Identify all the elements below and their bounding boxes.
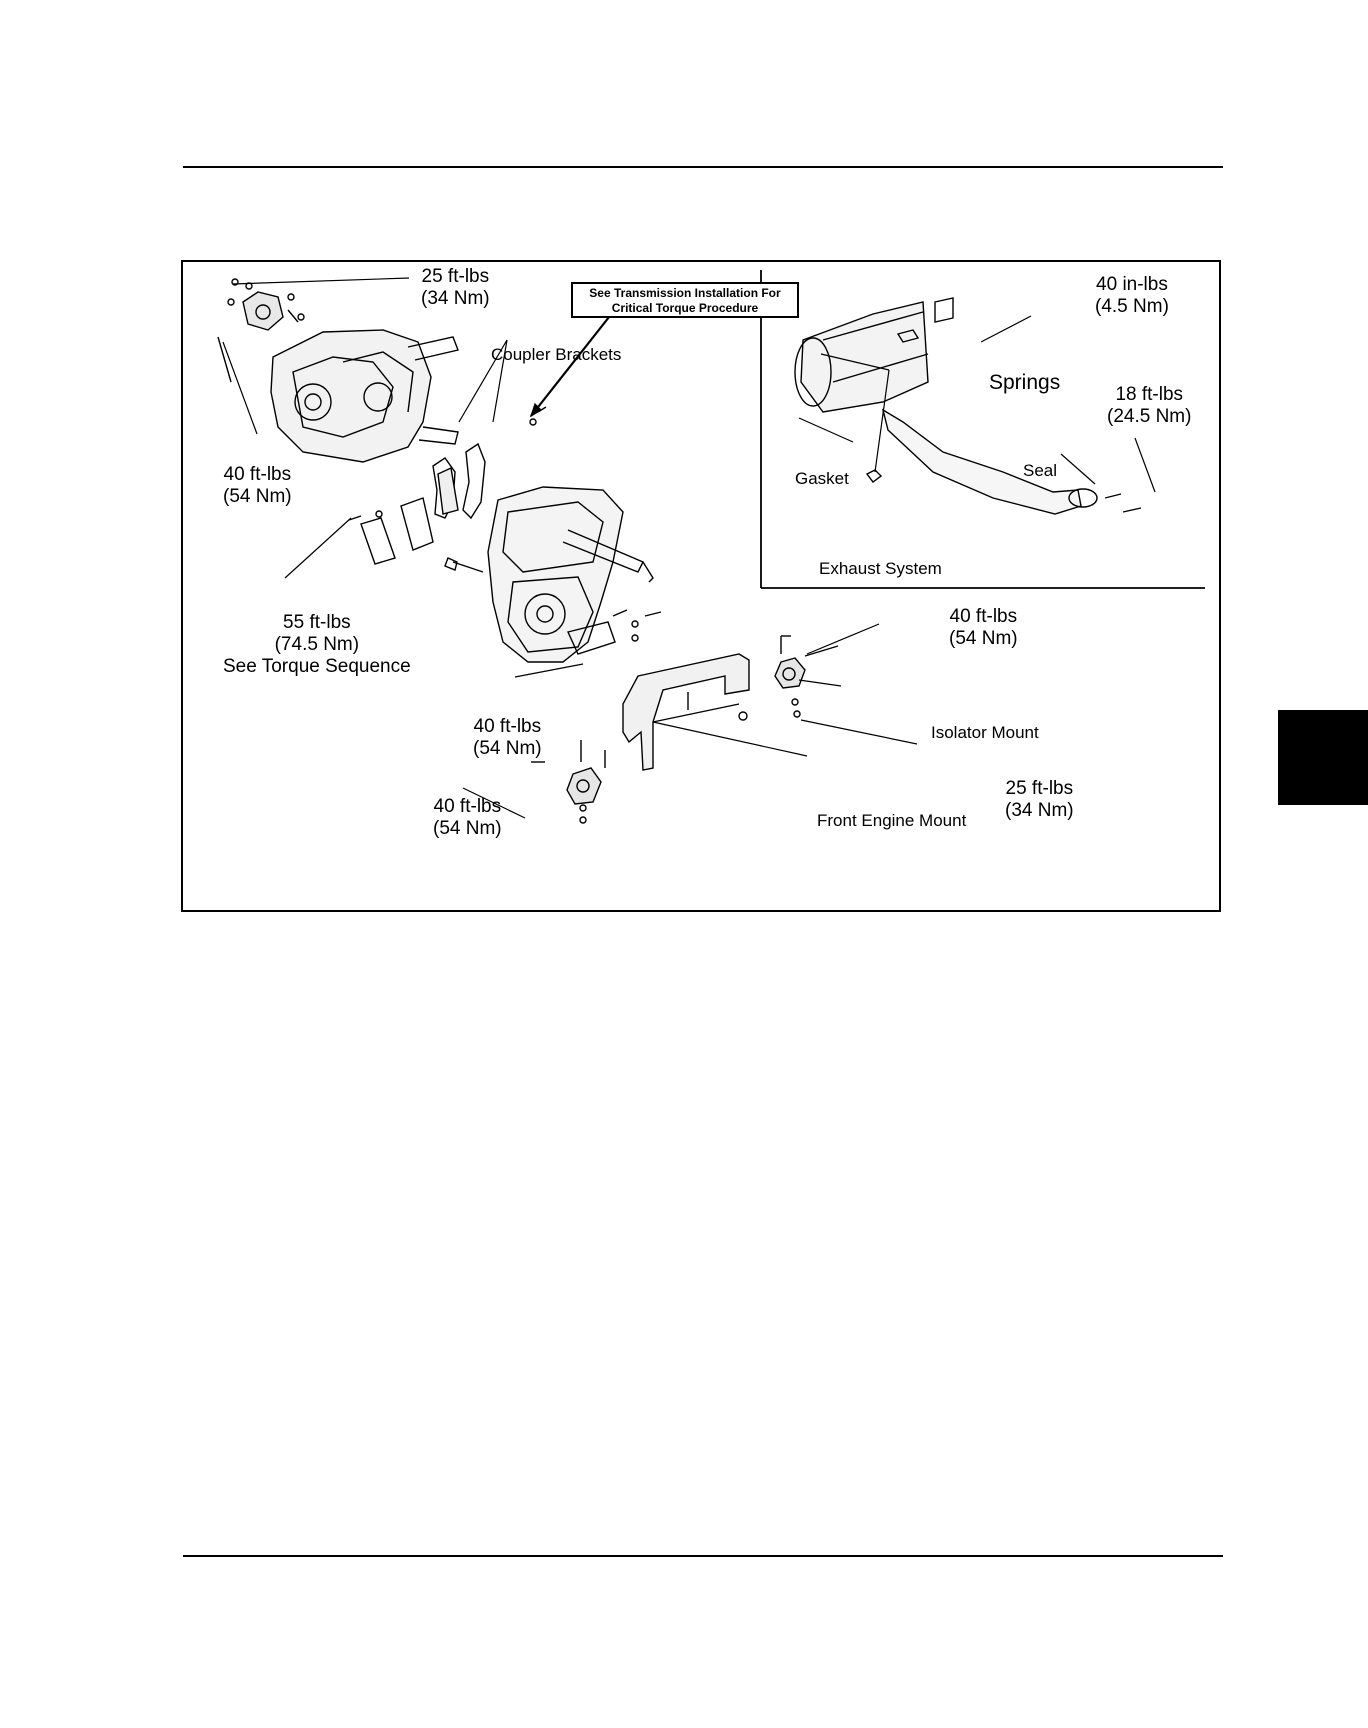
exhaust-torque-in-lbs: 40 in-lbs (4.5 Nm) — [1095, 274, 1169, 317]
coupler-brackets-label: Coupler Brackets — [491, 345, 622, 364]
torque-label-engine: 40 ft-lbs (54 Nm) — [473, 716, 542, 759]
torque-label-isolator-low: 25 ft-lbs (34 Nm) — [1005, 778, 1074, 821]
torque-label-bottom: 40 ft-lbs (54 Nm) — [433, 796, 502, 839]
note-line-1: See Transmission Installation For — [589, 286, 781, 300]
seal-label: Seal — [1023, 461, 1058, 480]
torque-label-isolator: 40 ft-lbs (54 Nm) — [949, 606, 1018, 649]
front-engine-mount-label: Front Engine Mount — [817, 811, 967, 830]
torque-label-55: 55 ft-lbs (74.5 Nm) See Torque Sequence — [223, 612, 411, 677]
engine-drawing — [445, 487, 653, 662]
coupler-brackets-drawing — [361, 444, 485, 564]
chapter-tab — [1278, 710, 1368, 805]
header-rule — [183, 166, 1223, 168]
transmission-drawing — [218, 292, 458, 462]
isolator-mount-label: Isolator Mount — [931, 723, 1039, 742]
exhaust-system-title: Exhaust System — [819, 559, 942, 578]
torque-label-left: 40 ft-lbs (54 Nm) — [223, 464, 292, 507]
gasket-label: Gasket — [795, 469, 849, 488]
critical-torque-note — [571, 282, 799, 318]
note-line-2: Critical Torque Procedure — [611, 301, 759, 315]
springs-label: Springs — [989, 371, 1061, 394]
exhaust-torque-18: 18 ft-lbs (24.5 Nm) — [1107, 384, 1192, 427]
engine-mount-figure — [181, 260, 1221, 912]
footer-rule — [183, 1555, 1223, 1557]
front-engine-mount-drawing — [623, 654, 749, 770]
torque-label-top: 25 ft-lbs (34 Nm) — [421, 266, 490, 309]
